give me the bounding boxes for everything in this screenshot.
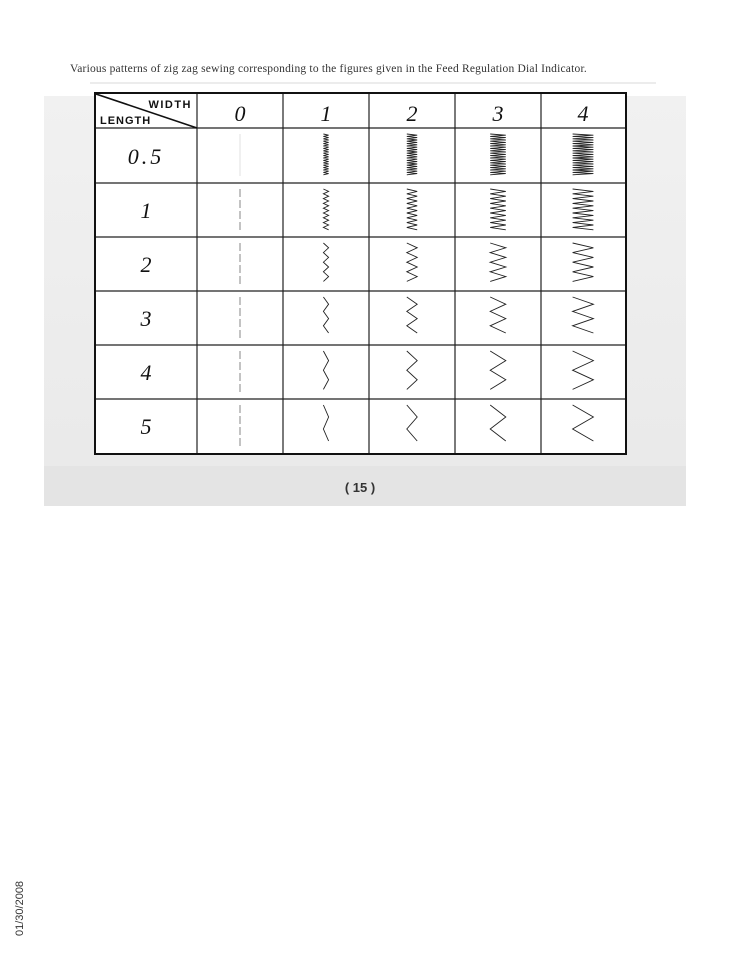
stitch-pattern-l0-w3 — [490, 134, 506, 175]
stitch-pattern-l1-w3 — [490, 189, 506, 230]
length-header-2: 2 — [140, 252, 152, 277]
length-header-1: 1 — [140, 198, 152, 223]
stitch-pattern-l3-w2 — [407, 297, 417, 333]
width-header-1: 1 — [320, 101, 332, 126]
stitch-pattern-l2-w1 — [323, 243, 328, 281]
stitch-pattern-l3-w3 — [490, 297, 506, 333]
stitch-pattern-l2-w4 — [573, 243, 594, 281]
stitch-pattern-l4-w1 — [323, 351, 328, 389]
width-header-0: 0 — [234, 101, 246, 126]
stitch-pattern-l5-w1 — [323, 405, 328, 441]
stitch-pattern-table — [94, 92, 627, 455]
stitch-pattern-l2-w3 — [490, 243, 506, 281]
stitch-pattern-l5-w2 — [407, 405, 417, 441]
stitch-pattern-l5-w4 — [573, 405, 594, 441]
stitch-pattern-l2-w2 — [407, 243, 417, 281]
stitch-pattern-l1-w4 — [573, 189, 594, 230]
date-stamp: 01/30/2008 — [14, 880, 26, 936]
width-header-3: 3 — [492, 101, 504, 126]
stitch-pattern-l4-w3 — [490, 351, 506, 389]
stitch-pattern-l4-w2 — [407, 351, 417, 389]
corner-length-label: LENGTH — [100, 115, 152, 127]
width-header-4: 4 — [577, 101, 589, 126]
caption-rule — [90, 82, 656, 84]
stitch-pattern-l1-w1 — [323, 189, 328, 230]
caption: Various patterns of zig zag sewing corresponding to the figures given in the Feed Regulation Dial Indicator. — [70, 63, 587, 75]
stitch-pattern-l0-w4 — [573, 134, 594, 175]
corner-width-label: WIDTH — [148, 99, 192, 111]
length-header-3: 3 — [140, 306, 152, 331]
length-header-4: 4 — [140, 360, 152, 385]
stitch-pattern-l3-w4 — [573, 297, 594, 333]
width-header-2: 2 — [406, 101, 418, 126]
page-number: ( 15 ) — [344, 480, 376, 495]
stitch-pattern-l4-w4 — [573, 351, 594, 389]
stitch-table-svg — [96, 94, 625, 453]
length-header-5: 5 — [140, 414, 152, 439]
stitch-pattern-l1-w2 — [407, 189, 417, 230]
stitch-pattern-l3-w1 — [323, 297, 328, 333]
stitch-pattern-l5-w3 — [490, 405, 506, 441]
stitch-pattern-l0-w1 — [323, 134, 328, 175]
stitch-pattern-l0-w2 — [407, 134, 417, 175]
length-header-0: 0.5 — [127, 144, 165, 169]
table-grid — [96, 94, 625, 453]
